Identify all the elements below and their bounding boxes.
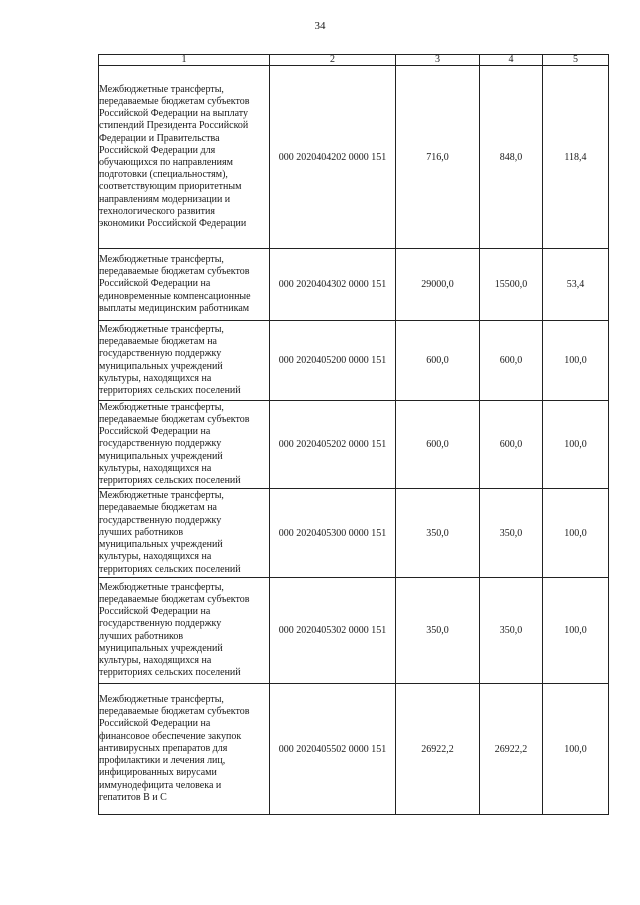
description-line: Межбюджетные трансферты,: [99, 253, 224, 265]
description-line: муниципальных учреждений: [99, 642, 223, 654]
description-line: экономики Российской Федерации: [99, 218, 247, 230]
description-line: соответствующим приоритетным: [99, 181, 242, 193]
description-line: культуры, находящихся на: [99, 551, 212, 563]
value-column-4: 15500,0: [480, 249, 543, 321]
description-line: Межбюджетные трансферты,: [99, 694, 224, 706]
table-row: [99, 578, 609, 684]
description-line: территориях сельских поселений: [99, 563, 241, 575]
description-line: государственную поддержку: [99, 438, 222, 450]
description-line: культуры, находящихся на: [99, 372, 212, 384]
description-line: Межбюджетные трансферты,: [99, 490, 224, 502]
transfer-description: [99, 578, 270, 684]
description-line: стипендий Президента Российской: [99, 120, 249, 132]
value-column-3: 600,0: [396, 401, 480, 489]
description-line: государственную поддержку: [99, 618, 222, 630]
description-line: Российской Федерации на: [99, 426, 211, 438]
description-line: антивирусных препаратов для: [99, 742, 228, 754]
budget-classification-code: 000 2020405502 0000 151: [270, 684, 396, 815]
description-line: государственную поддержку: [99, 348, 222, 360]
budget-classification-code: 000 2020404202 0000 151: [270, 66, 396, 249]
description-line: единовременные компенсационные: [99, 290, 251, 302]
percent-column-5: 100,0: [543, 578, 609, 684]
budget-classification-code: 000 2020405300 0000 151: [270, 489, 396, 578]
description-line: территориях сельских поселений: [99, 667, 241, 679]
value-column-4: 848,0: [480, 66, 543, 249]
value-column-3: 600,0: [396, 321, 480, 401]
description-line: муниципальных учреждений: [99, 450, 223, 462]
transfer-description: [99, 684, 270, 815]
description-line: лучших работников: [99, 526, 184, 538]
description-line: Российской Федерации на: [99, 718, 211, 730]
description-line: Межбюджетные трансферты,: [99, 83, 224, 95]
description-line: обучающихся по направлениям: [99, 157, 233, 168]
table-row: [99, 321, 609, 401]
description-line: технологического развития: [99, 205, 215, 217]
description-line: государственную поддержку: [99, 514, 222, 526]
description-line: территориях сельских поселений: [99, 475, 241, 486]
column-header: 3: [396, 55, 480, 66]
value-column-4: 350,0: [480, 489, 543, 578]
description-line: Межбюджетные трансферты,: [99, 323, 224, 335]
description-line: лучших работников: [99, 630, 184, 642]
description-line: Межбюджетные трансферты,: [99, 401, 224, 413]
value-column-3: 29000,0: [396, 249, 480, 321]
description-line: направлениям модернизации и: [99, 193, 231, 205]
value-column-3: 26922,2: [396, 684, 480, 815]
table-row: [99, 489, 609, 578]
description-line: передаваемые бюджетам субъектов: [99, 413, 250, 425]
description-line: профилактики и лечения лиц,: [99, 755, 226, 767]
value-column-3: 716,0: [396, 66, 480, 249]
budget-classification-code: 000 2020405302 0000 151: [270, 578, 396, 684]
table-header-row: [99, 55, 609, 66]
description-line: передаваемые бюджетам субъектов: [99, 593, 250, 605]
percent-column-5: 100,0: [543, 489, 609, 578]
value-column-4: 600,0: [480, 321, 543, 401]
transfer-description: [99, 401, 270, 489]
description-line: иммунодефицита человека и: [99, 779, 222, 791]
table-row: [99, 249, 609, 321]
column-header: 1: [99, 55, 270, 66]
percent-column-5: 100,0: [543, 401, 609, 489]
percent-column-5: 118,4: [543, 66, 609, 249]
description-line: территориях сельских поселений: [99, 384, 241, 396]
description-line: передаваемые бюджетам на: [99, 336, 217, 348]
description-line: передаваемые бюджетам на: [99, 502, 217, 514]
description-line: Российской Федерации на: [99, 278, 211, 290]
budget-transfers-table: [98, 54, 609, 815]
table-row: [99, 66, 609, 249]
description-line: Межбюджетные трансферты,: [99, 581, 224, 593]
value-column-4: 350,0: [480, 578, 543, 684]
budget-classification-code: 000 2020405200 0000 151: [270, 321, 396, 401]
description-line: инфицированных вирусами: [99, 767, 217, 779]
description-line: передаваемые бюджетам субъектов: [99, 266, 250, 278]
column-header: 2: [270, 55, 396, 66]
description-line: передаваемые бюджетам субъектов: [99, 706, 250, 718]
description-line: муниципальных учреждений: [99, 360, 223, 372]
percent-column-5: 100,0: [543, 321, 609, 401]
percent-column-5: 53,4: [543, 249, 609, 321]
description-line: Российской Федерации на выплату: [99, 108, 248, 120]
transfer-description: [99, 249, 270, 321]
column-header: 4: [480, 55, 543, 66]
description-line: гепатитов В и С: [99, 791, 167, 803]
value-column-4: 26922,2: [480, 684, 543, 815]
transfer-description: [99, 321, 270, 401]
description-line: выплаты медицинским работникам: [99, 302, 250, 314]
description-line: подготовки (специальностям),: [99, 169, 228, 181]
description-line: культуры, находящихся на: [99, 654, 212, 666]
description-line: Российской Федерации для: [99, 144, 216, 156]
description-line: культуры, находящихся на: [99, 462, 212, 474]
budget-classification-code: 000 2020405202 0000 151: [270, 401, 396, 489]
value-column-3: 350,0: [396, 489, 480, 578]
transfer-description: [99, 66, 270, 249]
column-header: 5: [543, 55, 609, 66]
description-line: Российской Федерации на: [99, 606, 211, 618]
table-row: [99, 684, 609, 815]
table-row: [99, 401, 609, 489]
budget-classification-code: 000 2020404302 0000 151: [270, 249, 396, 321]
value-column-3: 350,0: [396, 578, 480, 684]
description-line: Федерации и Правительства: [99, 132, 220, 144]
page-number: 34: [314, 20, 326, 32]
description-line: передаваемые бюджетам субъектов: [99, 95, 250, 107]
percent-column-5: 100,0: [543, 684, 609, 815]
transfer-description: [99, 489, 270, 578]
value-column-4: 600,0: [480, 401, 543, 489]
description-line: муниципальных учреждений: [99, 539, 223, 551]
description-line: финансовое обеспечение закупок: [99, 730, 242, 742]
